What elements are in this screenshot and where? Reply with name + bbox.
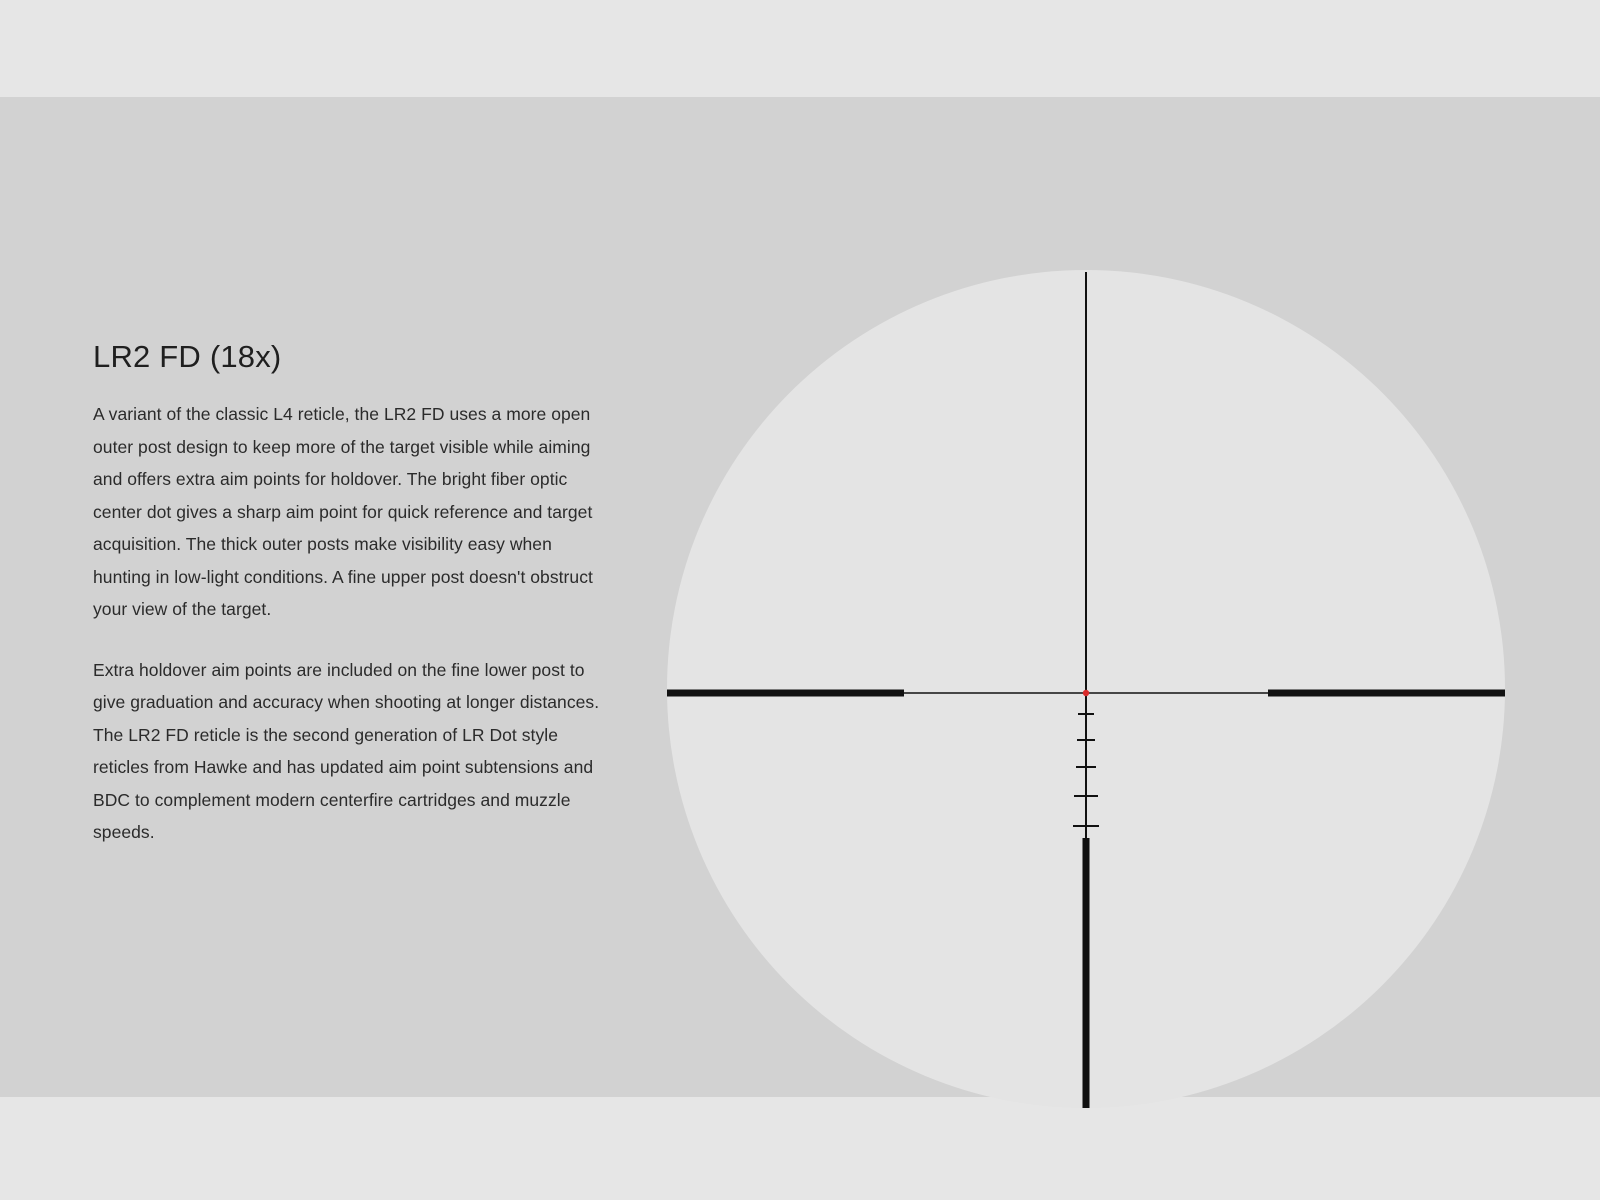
description-paragraph-1: A variant of the classic L4 reticle, the LR2 FD uses a more open outer post design to keep more of the target visible while aiming and offers extra aim points for holdover. The bright fiber optic center dot gives a sharp aim point for quick reference and target acquisition. The thick outer posts make visibility easy when hunting in low-light conditions. A fine upper post doesn't obstruct your view of the target.: [93, 404, 593, 620]
scope-reticle-diagram: [667, 270, 1505, 1110]
content-panel: [0, 97, 1600, 1097]
description-paragraph-2: Extra holdover aim points are included on the fine lower post to give graduation and accuracy when shooting at longer distances. The LR2 FD reticle is the second generation of LR Dot style reticles from Hawke and has updated aim point subtensions and BDC to complement modern centerfire cartridges and muzzle speeds.: [93, 659, 600, 843]
page-title: LR2 FD (18x): [93, 339, 282, 374]
reticle-description-column: [93, 340, 633, 849]
reticle-crosshair-graphic: [667, 270, 1505, 1110]
center-dot-icon: [1083, 690, 1089, 696]
